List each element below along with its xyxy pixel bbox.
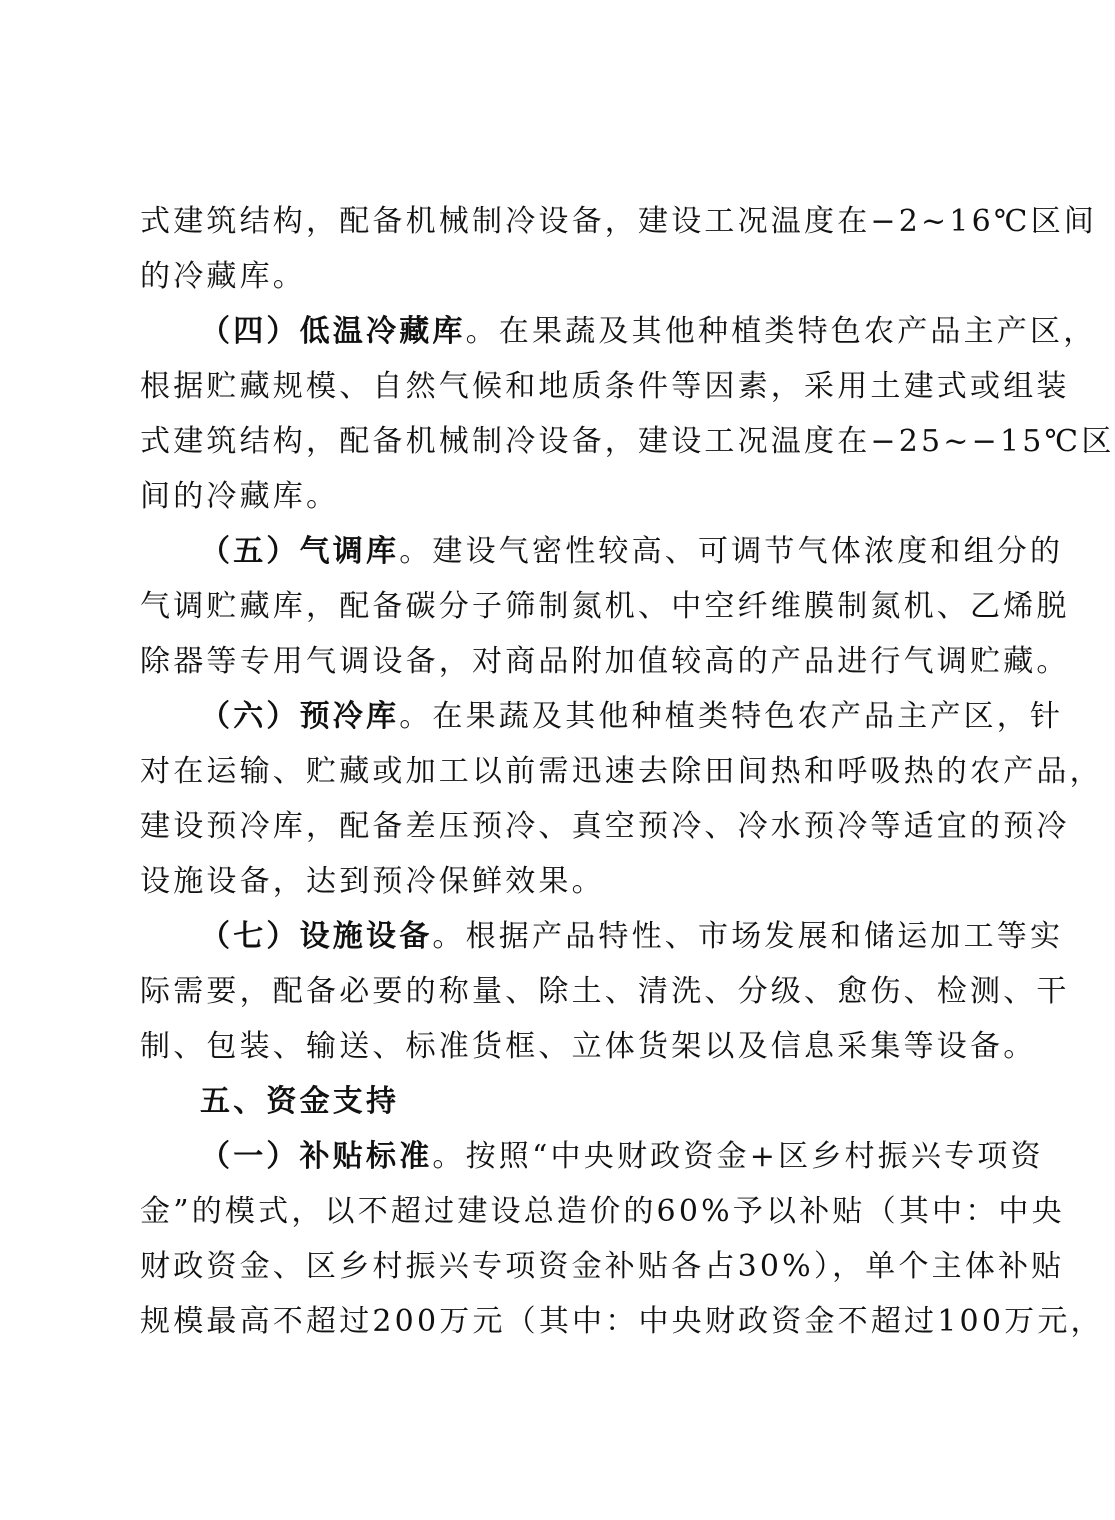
paragraph-four-heading: （四）低温冷藏库 — [200, 314, 466, 349]
text-line: 际需要，配备必要的称量、除土、清洗、分级、愈伤、检测、干 — [140, 974, 1070, 1009]
text-line: 金”的模式，以不超过建设总造价的60%予以补贴（其中：中央 — [140, 1194, 1065, 1229]
section-heading-funding: 五、资金支持 — [200, 1084, 400, 1119]
paragraph-six-text: 。在果蔬及其他种植类特色农产品主产区，针 — [399, 699, 1064, 734]
text-line: 除器等专用气调设备，对商品附加值较高的产品进行气调贮藏。 — [140, 644, 1070, 679]
paragraph-five-heading: （五）气调库 — [200, 534, 400, 569]
paragraph-subsidy-heading: （一）补贴标准 — [200, 1139, 433, 1174]
paragraph-seven-first-line — [200, 917, 1064, 957]
paragraph-four-text: 。在果蔬及其他种植类特色农产品主产区， — [465, 314, 1097, 349]
text-line: 的冷藏库。 — [140, 259, 306, 294]
paragraph-five-text: 。建设气密性较高、可调节气体浓度和组分的 — [399, 534, 1064, 569]
paragraph-subsidy-text: 。按照“中央财政资金+区乡村振兴专项资 — [432, 1139, 1044, 1174]
paragraph-four-first-line — [200, 312, 1097, 352]
text-line: 式建筑结构，配备机械制冷设备，建设工况温度在−25~−15℃区 — [140, 424, 1115, 459]
text-line: 规模最高不超过200万元（其中：中央财政资金不超过100万元， — [140, 1304, 1104, 1339]
text-line: 间的冷藏库。 — [140, 479, 340, 514]
text-line: 气调贮藏库，配备碳分子筛制氮机、中空纤维膜制氮机、乙烯脱 — [140, 589, 1070, 624]
paragraph-subsidy-first-line — [200, 1137, 1044, 1177]
paragraph-seven-heading: （七）设施设备 — [200, 919, 433, 954]
text-line: 财政资金、区乡村振兴专项资金补贴各占30%），单个主体补贴 — [140, 1249, 1065, 1284]
text-line: 式建筑结构，配备机械制冷设备，建设工况温度在−2~16℃区间 — [140, 204, 1098, 239]
paragraph-five-first-line — [200, 532, 1064, 572]
text-line: 设施设备，达到预冷保鲜效果。 — [140, 864, 605, 899]
text-line: 建设预冷库，配备差压预冷、真空预冷、冷水预冷等适宜的预冷 — [140, 809, 1070, 844]
paragraph-seven-text: 。根据产品特性、市场发展和储运加工等实 — [432, 919, 1064, 954]
text-line: 根据贮藏规模、自然气候和地质条件等因素，采用土建式或组装 — [140, 369, 1070, 404]
paragraph-six-first-line — [200, 697, 1064, 737]
paragraph-six-heading: （六）预冷库 — [200, 699, 400, 734]
text-line: 制、包装、输送、标准货框、立体货架以及信息采集等设备。 — [140, 1029, 1037, 1064]
text-line: 对在运输、贮藏或加工以前需迅速去除田间热和呼吸热的农产品， — [140, 754, 1103, 789]
